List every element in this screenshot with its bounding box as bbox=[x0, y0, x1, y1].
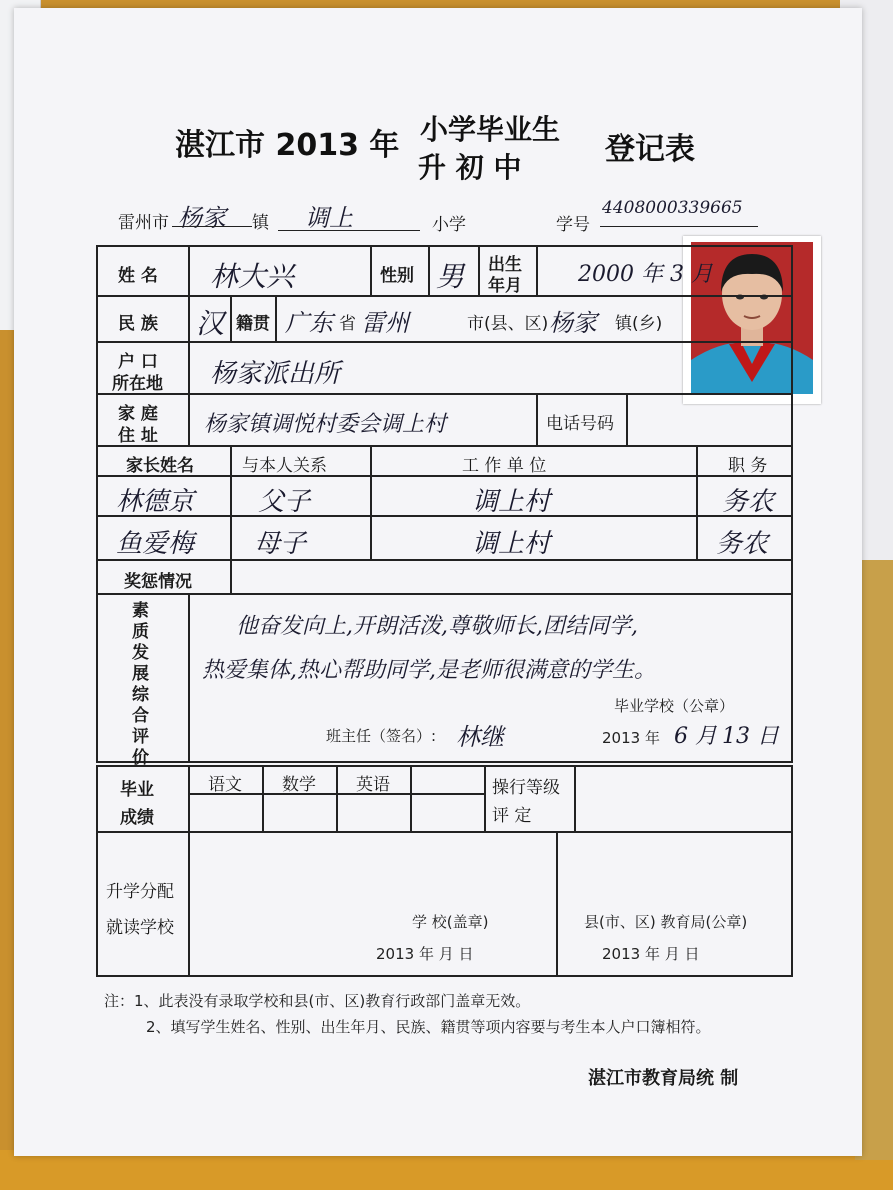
ethnic-label: 民 族 bbox=[118, 314, 158, 334]
parent-name-cell bbox=[97, 476, 231, 516]
student-no-underline bbox=[600, 226, 758, 227]
parent-job-cell bbox=[697, 476, 792, 516]
conduct-value-cell bbox=[575, 766, 792, 832]
address-value-cell bbox=[189, 394, 537, 446]
placement-label-1: 升学分配 bbox=[106, 882, 174, 902]
evaluation-date-month: 6 月 bbox=[674, 724, 717, 749]
parent-header-job: 职 务 bbox=[728, 456, 768, 476]
evaluation-label-cell bbox=[97, 594, 189, 768]
name-label: 姓 名 bbox=[118, 266, 158, 286]
subject-chinese: 语文 bbox=[208, 775, 242, 795]
address-label-1: 家 庭 bbox=[118, 404, 158, 424]
town-county-label: 镇(乡) bbox=[615, 314, 663, 334]
birth-label-2: 年月 bbox=[488, 276, 523, 296]
parent-relation-cell bbox=[231, 516, 371, 560]
origin-town: 杨家 bbox=[549, 309, 597, 337]
city-label: 雷州市 bbox=[118, 213, 169, 233]
ethnic-label-cell bbox=[97, 296, 189, 342]
birth-label-cell bbox=[479, 246, 537, 296]
origin-province: 广东 bbox=[285, 309, 333, 337]
form-title-right: 登记表 bbox=[605, 132, 695, 167]
school-label: 小学 bbox=[432, 215, 466, 235]
parent-work-cell bbox=[371, 516, 697, 560]
evaluation-date-year: 2013 年 bbox=[602, 729, 660, 747]
school-value: 调上 bbox=[305, 204, 353, 232]
subject-cell bbox=[263, 766, 337, 794]
placement-school-date: 2013 年 月 日 bbox=[376, 945, 474, 963]
parent-name: 鱼爱梅 bbox=[116, 529, 195, 559]
ethnic-value-cell bbox=[189, 296, 231, 342]
origin-label: 籍贯 bbox=[236, 314, 270, 334]
parent-name: 林德京 bbox=[116, 487, 195, 517]
evaluation-line-1: 他奋发向上,开朗活泼,尊敬师长,团结同学, bbox=[236, 614, 638, 639]
evaluation-school-seal: 毕业学校（公章） bbox=[614, 697, 735, 715]
province-label: 省 bbox=[339, 314, 356, 334]
phone-value-cell bbox=[627, 394, 792, 446]
subject-english: 英语 bbox=[356, 775, 390, 795]
parent-header-work-cell bbox=[371, 446, 697, 476]
evaluation-value-cell bbox=[189, 594, 792, 762]
phone-label: 电话号码 bbox=[546, 414, 615, 434]
school-underline bbox=[278, 230, 420, 231]
gender-label: 性别 bbox=[380, 266, 415, 286]
parent-header-work: 工 作 单 位 bbox=[462, 456, 547, 476]
grades-table bbox=[96, 765, 793, 833]
address-value: 杨家镇调悦村委会调上村 bbox=[204, 412, 447, 437]
parent-relation: 母子 bbox=[254, 529, 307, 559]
parent-work: 调上村 bbox=[472, 529, 551, 559]
awards-label: 奖惩情况 bbox=[124, 572, 192, 592]
origin-value-cell bbox=[276, 296, 792, 342]
teacher-sign-label: 班主任（签名）: bbox=[326, 727, 437, 745]
form-title-left: 湛江市 2013 年 bbox=[175, 128, 400, 163]
evaluation-label: 素质发展综合评价 bbox=[132, 601, 149, 768]
grades-label-1: 毕业 bbox=[120, 780, 154, 800]
grades-label-2: 成绩 bbox=[120, 808, 154, 828]
parent-job: 务农 bbox=[722, 487, 775, 517]
town-underline bbox=[172, 226, 252, 227]
table-row bbox=[97, 476, 792, 516]
birth-value-cell bbox=[537, 246, 792, 296]
student-no-label: 学号 bbox=[556, 215, 590, 235]
subject-cell bbox=[411, 766, 485, 794]
gender-value-cell bbox=[429, 246, 479, 296]
parent-header-job-cell bbox=[697, 446, 792, 476]
town-value: 杨家 bbox=[178, 204, 226, 232]
parent-header-name-cell bbox=[97, 446, 231, 476]
ethnic-value: 汉 bbox=[196, 307, 225, 340]
registration-table bbox=[96, 245, 793, 768]
parent-relation-cell bbox=[231, 476, 371, 516]
awards-value-cell bbox=[231, 560, 792, 594]
evaluation-date-day: 13 日 bbox=[722, 724, 779, 749]
parent-relation: 父子 bbox=[258, 487, 311, 517]
parent-header-name: 家长姓名 bbox=[126, 456, 194, 476]
footer-issuer: 湛江市教育局统 制 bbox=[588, 1068, 739, 1089]
evaluation-line-2: 热爱集体,热心帮助同学,是老师很满意的学生。 bbox=[202, 658, 656, 683]
parent-name-cell bbox=[97, 516, 231, 560]
gender-label-cell bbox=[371, 246, 429, 296]
name-value-cell bbox=[189, 246, 371, 296]
name-value: 林大兴 bbox=[210, 260, 295, 293]
address-label-cell bbox=[97, 394, 189, 446]
grade-value-cell bbox=[411, 794, 485, 832]
city-county-label: 市(县、区) bbox=[467, 314, 549, 334]
subject-cell bbox=[189, 766, 263, 794]
placement-school-cell bbox=[189, 832, 557, 976]
gender-value: 男 bbox=[436, 260, 465, 293]
placement-bureau-date: 2013 年 月 日 bbox=[602, 945, 700, 963]
desk-surface bbox=[0, 1150, 893, 1190]
subject-math: 数学 bbox=[282, 775, 316, 795]
note-2: 2、填写学生姓名、性别、出生年月、民族、籍贯等项内容要与考生本人户口簿相符。 bbox=[146, 1018, 711, 1036]
parent-job-cell bbox=[697, 516, 792, 560]
grade-value-cell bbox=[263, 794, 337, 832]
hukou-label-cell bbox=[97, 342, 189, 394]
parent-work: 调上村 bbox=[472, 487, 551, 517]
hukou-value-cell bbox=[189, 342, 792, 394]
parent-work-cell bbox=[371, 476, 697, 516]
student-no-value: 4408000339665 bbox=[602, 198, 743, 218]
placement-school-seal: 学 校(盖章) bbox=[412, 913, 489, 931]
conduct-label-cell bbox=[485, 766, 575, 832]
grade-value-cell bbox=[337, 794, 411, 832]
teacher-signature: 林继 bbox=[456, 723, 504, 751]
phone-label-cell bbox=[537, 394, 627, 446]
conduct-label-1: 操行等级 bbox=[492, 778, 560, 798]
address-label-2: 住 址 bbox=[118, 426, 158, 446]
placement-bureau-seal: 县(市、区) 教育局(公章) bbox=[584, 913, 748, 931]
grades-label-cell bbox=[97, 766, 189, 832]
birth-value: 2000 年 3 月 bbox=[578, 262, 713, 287]
awards-label-cell bbox=[97, 560, 231, 594]
hukou-label-2: 所在地 bbox=[112, 374, 163, 394]
conduct-label-2: 评 定 bbox=[492, 806, 532, 826]
hukou-label-1: 户 口 bbox=[118, 352, 158, 372]
name-label-cell bbox=[97, 246, 189, 296]
parent-header-relation-cell bbox=[231, 446, 371, 476]
placement-label-cell bbox=[97, 832, 189, 976]
form-title-mid-bottom: 升 初 中 bbox=[418, 151, 522, 184]
grade-value-cell bbox=[189, 794, 263, 832]
parent-job: 务农 bbox=[716, 529, 769, 559]
note-1: 注：1、此表没有录取学校和县(市、区)教育行政部门盖章无效。 bbox=[104, 992, 531, 1010]
hukou-value: 杨家派出所 bbox=[210, 359, 341, 389]
subject-cell bbox=[337, 766, 411, 794]
origin-city: 雷州 bbox=[361, 309, 409, 337]
table-row bbox=[97, 516, 792, 560]
origin-label-cell bbox=[231, 296, 276, 342]
placement-bureau-cell bbox=[557, 832, 792, 976]
birth-label-1: 出生 bbox=[488, 255, 523, 275]
town-label: 镇 bbox=[252, 213, 269, 233]
placement-table bbox=[96, 831, 793, 977]
form-title-mid-top: 小学毕业生 bbox=[420, 113, 561, 146]
parent-header-relation: 与本人关系 bbox=[242, 456, 327, 476]
placement-label-2: 就读学校 bbox=[106, 918, 174, 938]
